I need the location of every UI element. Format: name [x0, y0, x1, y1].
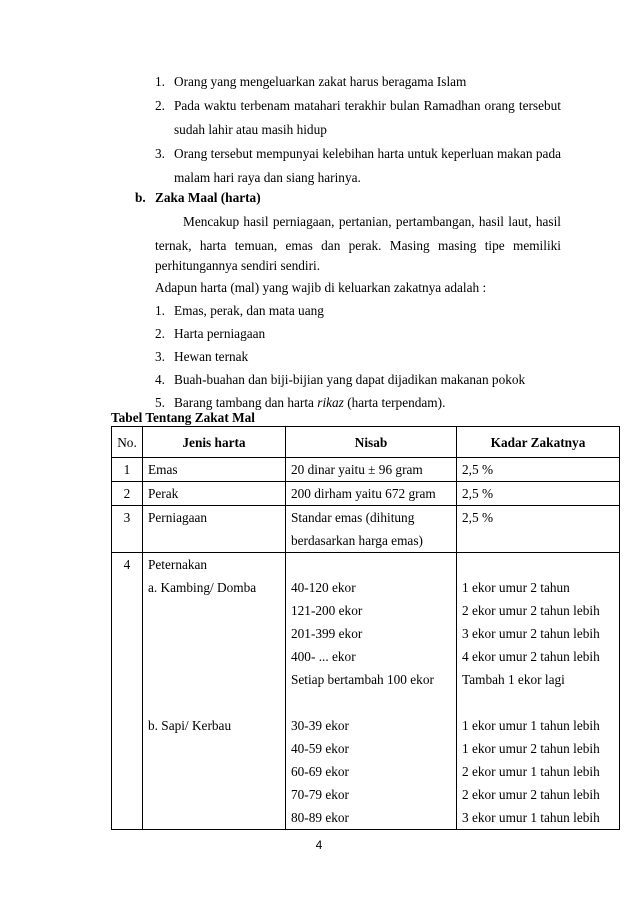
list2-num-4: 4.	[155, 372, 165, 387]
list2-item-5-text-end: (harta terpendam).	[343, 395, 446, 410]
kadar-sapi-line: 2 ekor umur 2 tahun lebih	[462, 787, 600, 802]
cell-no: 4	[112, 553, 143, 830]
paragraph-1-line-3: perhitungannya sendiri sendiri.	[155, 258, 321, 273]
list2-item-5-italic: rikaz	[317, 395, 344, 410]
list2-num-1: 1.	[155, 303, 165, 318]
cell-nisab-line: berdasarkan harga emas)	[291, 533, 423, 548]
list2-item-3: Hewan ternak	[174, 349, 249, 364]
page-number: 4	[315, 838, 323, 852]
header-no: No.	[112, 427, 143, 458]
kadar-sapi-line: 2 ekor umur 1 tahun lebih	[462, 764, 600, 779]
cell-kadar	[457, 553, 620, 830]
list1-item-3-line-1: Orang tersebut mempunyai kelebihan harta untuk keperluan makan pada	[174, 146, 561, 161]
cell-jenis: Perak	[143, 482, 286, 506]
list1-num-3: 3.	[155, 146, 165, 161]
list2-item-1: Emas, perak, dan mata uang	[174, 303, 324, 318]
kadar-kambing-line: 1 ekor umur 2 tahun	[462, 580, 570, 595]
list1-item-1: Orang yang mengeluarkan zakat harus beragama Islam	[174, 74, 467, 89]
paragraph-1-line-1: Mencakup hasil perniagaan, pertanian, pertambangan, hasil laut, hasil	[183, 214, 561, 229]
kadar-kambing-line: 3 ekor umur 2 tahun lebih	[462, 626, 600, 641]
section-b-label: b.	[135, 190, 146, 205]
cell-nisab	[286, 506, 457, 553]
header-nisab: Nisab	[286, 427, 457, 458]
nisab-kambing-line: Setiap bertambah 100 ekor	[291, 672, 434, 687]
cell-jenis-sapi: b. Sapi/ Kerbau	[148, 718, 232, 733]
cell-kadar: 2,5 %	[457, 458, 620, 482]
table-row	[112, 458, 620, 482]
table-row	[112, 553, 620, 830]
section-b-title: Zaka Maal (harta)	[155, 190, 261, 205]
table-row	[112, 482, 620, 506]
kadar-kambing-line: 2 ekor umur 2 tahun lebih	[462, 603, 600, 618]
list2-item-5	[174, 395, 445, 411]
kadar-sapi-line: 3 ekor umur 1 tahun lebih	[462, 810, 600, 825]
cell-no: 1	[112, 458, 143, 482]
list1-num-2: 2.	[155, 98, 165, 113]
paragraph-1-line-2: ternak, harta temuan, emas dan perak. Masing masing tipe memiliki	[155, 238, 561, 253]
nisab-sapi-line: 80-89 ekor	[291, 810, 349, 825]
nisab-sapi-line: 30-39 ekor	[291, 718, 349, 733]
list1-item-3-line-2: malam hari raya dan siang harinya.	[174, 170, 361, 185]
nisab-kambing-line: 121-200 ekor	[291, 603, 363, 618]
list2-num-2: 2.	[155, 326, 165, 341]
list1-num-1: 1.	[155, 74, 165, 89]
list2-num-5: 5.	[155, 395, 165, 410]
cell-no: 3	[112, 506, 143, 553]
nisab-kambing-line: 201-399 ekor	[291, 626, 363, 641]
list1-item-2-line-2: sudah lahir atau masih hidup	[174, 122, 327, 137]
list2-item-4: Buah-buahan dan biji-bijian yang dapat dijadikan makanan pokok	[174, 372, 526, 387]
kadar-kambing-line: 4 ekor umur 2 tahun lebih	[462, 649, 600, 664]
cell-no: 2	[112, 482, 143, 506]
cell-nisab: 200 dirham yaitu 672 gram	[286, 482, 457, 506]
cell-kadar: 2,5 %	[457, 482, 620, 506]
table-row	[112, 506, 620, 553]
list1-item-2-line-1: Pada waktu terbenam matahari terakhir bulan Ramadhan orang tersebut	[174, 98, 561, 113]
kadar-sapi-line: 1 ekor umur 2 tahun lebih	[462, 741, 600, 756]
cell-nisab: 20 dinar yaitu ± 96 gram	[286, 458, 457, 482]
table-title: Tabel Tentang Zakat Mal	[111, 410, 255, 425]
header-jenis-harta: Jenis harta	[143, 427, 286, 458]
list2-num-3: 3.	[155, 349, 165, 364]
nisab-kambing-line: 400- ... ekor	[291, 649, 356, 664]
cell-jenis: Emas	[143, 458, 286, 482]
table-header-row	[112, 427, 620, 458]
header-kadar-zakatnya: Kadar Zakatnya	[457, 427, 620, 458]
cell-jenis: Perniagaan	[143, 506, 286, 553]
paragraph-2: Adapun harta (mal) yang wajib di keluarkan zakatnya adalah :	[155, 280, 487, 295]
nisab-sapi-line: 70-79 ekor	[291, 787, 349, 802]
cell-kadar: 2,5 %	[457, 506, 620, 553]
nisab-sapi-line: 40-59 ekor	[291, 741, 349, 756]
nisab-kambing-line: 40-120 ekor	[291, 580, 356, 595]
kadar-sapi-line: 1 ekor umur 1 tahun lebih	[462, 718, 600, 733]
cell-jenis	[143, 553, 286, 830]
kadar-kambing-line: Tambah 1 ekor lagi	[462, 672, 565, 687]
list2-item-5-text: Barang tambang dan harta	[174, 395, 318, 410]
cell-jenis-kambing: a. Kambing/ Domba	[148, 580, 257, 595]
zakat-table	[111, 426, 620, 830]
cell-jenis-line: Peternakan	[148, 557, 208, 572]
list2-item-2: Harta perniagaan	[174, 326, 266, 341]
cell-nisab-line: Standar emas (dihitung	[291, 510, 415, 525]
nisab-sapi-line: 60-69 ekor	[291, 764, 349, 779]
cell-nisab	[286, 553, 457, 830]
